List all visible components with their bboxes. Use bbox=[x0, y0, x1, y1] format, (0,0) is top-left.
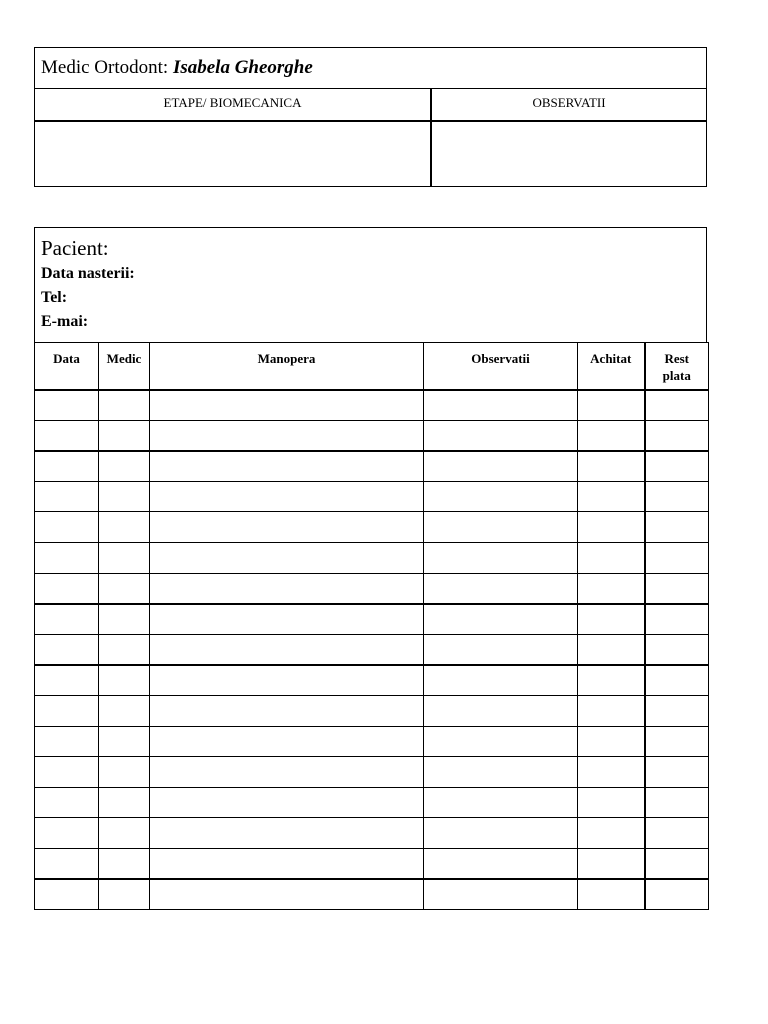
stages-header-observatii: OBSERVATII bbox=[532, 95, 606, 110]
cell-achitat[interactable] bbox=[578, 542, 645, 573]
doctor-name: Isabela Gheorghe bbox=[172, 57, 313, 78]
header-rest-line2: plata bbox=[662, 368, 691, 383]
cell-data[interactable] bbox=[35, 757, 99, 788]
table-row bbox=[35, 879, 709, 910]
cell-achitat[interactable] bbox=[578, 726, 645, 757]
cell-achitat[interactable] bbox=[578, 390, 645, 421]
cell-achitat[interactable] bbox=[578, 604, 645, 635]
cell-rest-plata[interactable] bbox=[645, 757, 709, 788]
cell-rest-plata[interactable] bbox=[645, 818, 709, 849]
cell-manopera[interactable] bbox=[150, 879, 424, 910]
cell-medic[interactable] bbox=[99, 512, 150, 543]
cell-medic[interactable] bbox=[99, 573, 150, 604]
treatment-log-header-row bbox=[35, 343, 709, 390]
table-row bbox=[35, 512, 709, 543]
cell-manopera[interactable] bbox=[150, 787, 424, 818]
header-rest-line1: Rest bbox=[664, 351, 690, 366]
cell-achitat[interactable] bbox=[578, 634, 645, 665]
doctor-label: Medic Ortodont: bbox=[41, 57, 173, 78]
cell-rest-plata[interactable] bbox=[645, 848, 709, 879]
cell-observatii[interactable] bbox=[424, 726, 578, 757]
cell-data[interactable] bbox=[35, 634, 99, 665]
doctor-title bbox=[35, 48, 706, 89]
cell-rest-plata[interactable] bbox=[645, 695, 709, 726]
cell-achitat[interactable] bbox=[578, 420, 645, 451]
cell-medic[interactable] bbox=[99, 757, 150, 788]
cell-observatii[interactable] bbox=[424, 665, 578, 696]
cell-data[interactable] bbox=[35, 695, 99, 726]
stages-body bbox=[35, 122, 706, 186]
cell-rest-plata[interactable] bbox=[645, 542, 709, 573]
cell-medic[interactable] bbox=[99, 481, 150, 512]
cell-data[interactable] bbox=[35, 390, 99, 421]
cell-data[interactable] bbox=[35, 573, 99, 604]
cell-manopera[interactable] bbox=[150, 726, 424, 757]
cell-observatii[interactable] bbox=[424, 390, 578, 421]
cell-achitat[interactable] bbox=[578, 481, 645, 512]
cell-data[interactable] bbox=[35, 420, 99, 451]
cell-manopera[interactable] bbox=[150, 512, 424, 543]
cell-medic[interactable] bbox=[99, 542, 150, 573]
cell-data[interactable] bbox=[35, 787, 99, 818]
header-rest-plata bbox=[645, 343, 709, 390]
cell-medic[interactable] bbox=[99, 420, 150, 451]
cell-data[interactable] bbox=[35, 604, 99, 635]
cell-data[interactable] bbox=[35, 481, 99, 512]
cell-achitat[interactable] bbox=[578, 818, 645, 849]
table-row bbox=[35, 787, 709, 818]
cell-data[interactable] bbox=[35, 542, 99, 573]
patient-title: Pacient: bbox=[41, 236, 109, 260]
cell-manopera[interactable] bbox=[150, 481, 424, 512]
cell-rest-plata[interactable] bbox=[645, 604, 709, 635]
cell-medic[interactable] bbox=[99, 848, 150, 879]
cell-observatii[interactable] bbox=[424, 512, 578, 543]
cell-observatii[interactable] bbox=[424, 879, 578, 910]
header-medic: Medic bbox=[99, 343, 150, 390]
cell-achitat[interactable] bbox=[578, 451, 645, 482]
stages-header bbox=[35, 89, 706, 122]
cell-rest-plata[interactable] bbox=[645, 390, 709, 421]
cell-achitat[interactable] bbox=[578, 695, 645, 726]
stages-header-etape: ETAPE/ BIOMECANICA bbox=[35, 89, 432, 120]
table-row bbox=[35, 634, 709, 665]
cell-data[interactable] bbox=[35, 726, 99, 757]
cell-manopera[interactable] bbox=[150, 665, 424, 696]
cell-achitat[interactable] bbox=[578, 512, 645, 543]
cell-manopera[interactable] bbox=[150, 542, 424, 573]
table-row bbox=[35, 542, 709, 573]
cell-medic[interactable] bbox=[99, 665, 150, 696]
table-row bbox=[35, 726, 709, 757]
cell-observatii[interactable] bbox=[424, 604, 578, 635]
cell-data[interactable] bbox=[35, 879, 99, 910]
cell-achitat[interactable] bbox=[578, 757, 645, 788]
cell-manopera[interactable] bbox=[150, 757, 424, 788]
cell-rest-plata[interactable] bbox=[645, 634, 709, 665]
cell-rest-plata[interactable] bbox=[645, 787, 709, 818]
cell-manopera[interactable] bbox=[150, 695, 424, 726]
cell-rest-plata[interactable] bbox=[645, 451, 709, 482]
table-row bbox=[35, 573, 709, 604]
cell-observatii[interactable] bbox=[424, 634, 578, 665]
cell-medic[interactable] bbox=[99, 818, 150, 849]
cell-manopera[interactable] bbox=[150, 390, 424, 421]
cell-medic[interactable] bbox=[99, 787, 150, 818]
cell-achitat[interactable] bbox=[578, 879, 645, 910]
cell-manopera[interactable] bbox=[150, 604, 424, 635]
table-row bbox=[35, 481, 709, 512]
cell-medic[interactable] bbox=[99, 695, 150, 726]
patient-birth-label: Data nasterii: bbox=[41, 265, 135, 282]
patient-tel-label: Tel: bbox=[41, 289, 68, 306]
cell-data[interactable] bbox=[35, 665, 99, 696]
cell-medic[interactable] bbox=[99, 604, 150, 635]
treatment-log-body bbox=[35, 390, 709, 910]
doctor-section bbox=[34, 47, 707, 187]
header-data: Data bbox=[35, 343, 99, 390]
patient-section bbox=[34, 227, 707, 342]
cell-achitat[interactable] bbox=[578, 787, 645, 818]
cell-data[interactable] bbox=[35, 451, 99, 482]
cell-medic[interactable] bbox=[99, 634, 150, 665]
cell-manopera[interactable] bbox=[150, 573, 424, 604]
cell-medic[interactable] bbox=[99, 879, 150, 910]
cell-rest-plata[interactable] bbox=[645, 420, 709, 451]
table-row bbox=[35, 390, 709, 421]
cell-data[interactable] bbox=[35, 818, 99, 849]
table-row bbox=[35, 818, 709, 849]
cell-manopera[interactable] bbox=[150, 848, 424, 879]
table-row bbox=[35, 665, 709, 696]
cell-rest-plata[interactable] bbox=[645, 726, 709, 757]
cell-rest-plata[interactable] bbox=[645, 665, 709, 696]
cell-rest-plata[interactable] bbox=[645, 512, 709, 543]
cell-manopera[interactable] bbox=[150, 451, 424, 482]
cell-medic[interactable] bbox=[99, 451, 150, 482]
stages-cell-observatii[interactable] bbox=[432, 122, 706, 186]
cell-observatii[interactable] bbox=[424, 848, 578, 879]
cell-data[interactable] bbox=[35, 848, 99, 879]
table-row bbox=[35, 848, 709, 879]
header-manopera: Manopera bbox=[150, 343, 424, 390]
treatment-log-table bbox=[34, 342, 709, 910]
stages-cell-etape[interactable] bbox=[35, 122, 432, 186]
patient-email-label: E-mai: bbox=[41, 313, 89, 330]
cell-observatii[interactable] bbox=[424, 695, 578, 726]
cell-observatii[interactable] bbox=[424, 481, 578, 512]
cell-observatii[interactable] bbox=[424, 818, 578, 849]
cell-achitat[interactable] bbox=[578, 848, 645, 879]
cell-medic[interactable] bbox=[99, 390, 150, 421]
cell-observatii[interactable] bbox=[424, 757, 578, 788]
table-row bbox=[35, 420, 709, 451]
cell-observatii[interactable] bbox=[424, 542, 578, 573]
header-achitat: Achitat bbox=[578, 343, 645, 390]
header-observatii: Observatii bbox=[424, 343, 578, 390]
table-row bbox=[35, 695, 709, 726]
cell-achitat[interactable] bbox=[578, 665, 645, 696]
table-row bbox=[35, 604, 709, 635]
cell-observatii[interactable] bbox=[424, 787, 578, 818]
cell-manopera[interactable] bbox=[150, 818, 424, 849]
cell-achitat[interactable] bbox=[578, 573, 645, 604]
cell-medic[interactable] bbox=[99, 726, 150, 757]
cell-manopera[interactable] bbox=[150, 420, 424, 451]
cell-observatii[interactable] bbox=[424, 451, 578, 482]
cell-rest-plata[interactable] bbox=[645, 481, 709, 512]
cell-observatii[interactable] bbox=[424, 573, 578, 604]
cell-rest-plata[interactable] bbox=[645, 573, 709, 604]
cell-manopera[interactable] bbox=[150, 634, 424, 665]
table-row bbox=[35, 451, 709, 482]
table-row bbox=[35, 757, 709, 788]
cell-data[interactable] bbox=[35, 512, 99, 543]
cell-observatii[interactable] bbox=[424, 420, 578, 451]
cell-rest-plata[interactable] bbox=[645, 879, 709, 910]
